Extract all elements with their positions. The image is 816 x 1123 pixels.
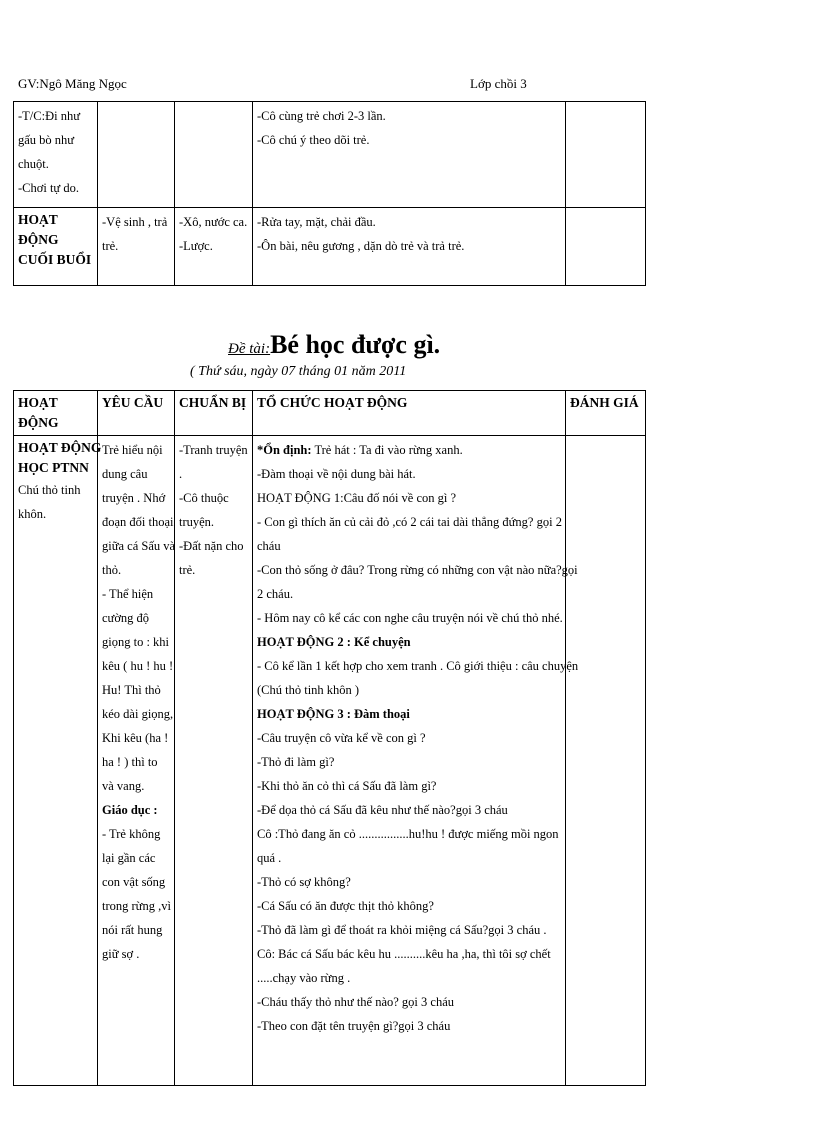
cell-line: ha ! ) thì to [102, 755, 158, 769]
cell-line: truyện. [179, 515, 215, 529]
cell-line: quá . [257, 851, 282, 865]
cell-preparation [175, 102, 253, 208]
teacher-name: GV:Ngô Măng Ngọc [18, 76, 127, 91]
cell-line: -Đàm thoại về nội dung bài hát. [257, 467, 416, 481]
cell-line: giữ sợ . [102, 947, 140, 961]
cell-line: -Rửa tay, mặt, chải đầu. [257, 215, 376, 229]
cell-line: khôn. [18, 507, 47, 521]
cell-line: - Hôm nay cô kể các con nghe câu truyện nói về chú thỏ nhé. [257, 611, 563, 625]
cell-line: Cô :Thỏ đang ăn cỏ ................hu!hu ! được miếng mồi ngon [257, 827, 559, 841]
cell-activity [14, 436, 102, 1086]
cell-line: -Thỏ đi làm gì? [257, 755, 335, 769]
cell-line: - Thể hiện [102, 587, 154, 601]
cell-organization [253, 436, 579, 1086]
cell-line: (Chú thỏ tinh khôn ) [257, 683, 360, 697]
cell-line: - Con gì thích ăn củ cải đỏ ,có 2 cái tai dài thẳng đứng? gọi 2 [257, 515, 562, 529]
table-row [14, 208, 646, 286]
cell-line: -Vệ sinh , trả [102, 215, 168, 229]
cell-line: -Xô, nước ca. [179, 215, 248, 229]
cell-line: HOẠT ĐỘNG 1:Câu đố nói về con gì ? [257, 491, 457, 505]
cell-line: -Cô cùng trẻ chơi 2-3 lần. [257, 109, 386, 123]
schedule-table-top [13, 101, 646, 286]
cell-preparation [175, 208, 253, 286]
header-preparation: CHUẨN BỊ [175, 391, 253, 436]
cell-line: chuột. [18, 157, 49, 171]
cell-line: -Cô thuộc [179, 491, 229, 505]
cell-line: Hu! Thì thỏ [102, 683, 161, 697]
cell-line: .....chạy vào rừng . [257, 971, 351, 985]
cell-line: kêu ( hu ! hu ! [102, 659, 174, 673]
lesson-plan-table [13, 390, 646, 1086]
cell-line: và vang. [102, 779, 145, 793]
header-activity: HOẠT ĐỘNG [14, 391, 98, 436]
cell-evaluation [566, 102, 646, 208]
cell-line: . [179, 467, 183, 481]
cell-line: -Để dọa thỏ cá Sấu đã kêu như thế nào?gọi 3 cháu [257, 803, 508, 817]
cell-activity [14, 208, 98, 286]
topic-prefix: Đề tài: [228, 341, 271, 357]
cell-line: - Cô kể lần 1 kết hợp cho xem tranh . Cô giới thiệu : câu chuyện [257, 659, 579, 673]
cell-line: đoạn đối thoại [102, 515, 174, 529]
cell-line: truyện . Nhớ [102, 491, 166, 505]
cell-line: HỌC PTNN [18, 460, 89, 475]
table-row [14, 436, 646, 1086]
cell-line: HOẠT ĐỘNG [18, 212, 59, 247]
cell-line: -Thỏ đã làm gì để thoát ra khỏi miệng cá Sấu?gọi 3 cháu . [257, 923, 547, 937]
cell-line: HOẠT ĐỘNG 2 : Kể chuyện [257, 635, 411, 649]
cell-line: thỏ. [102, 563, 122, 577]
cell-line: trẻ. [179, 563, 196, 577]
cell-requirement [98, 436, 175, 1086]
header-evaluation: ĐÁNH GIÁ [566, 391, 646, 436]
cell-line: lại gần các [102, 851, 156, 865]
cell-line: cường độ [102, 611, 150, 625]
cell-line [257, 438, 561, 462]
cell-line: giọng to : khi [102, 635, 170, 649]
cell-line: cháu [257, 539, 281, 553]
topic-date: ( Thứ sáu, ngày 07 tháng 01 năm 2011 [190, 364, 407, 379]
cell-line: -Chơi tự do. [18, 181, 79, 195]
cell-line: -Đất nặn cho [179, 539, 244, 553]
cell-organization [253, 208, 566, 286]
table-row [14, 102, 646, 208]
cell-line: -Cô chú ý theo dõi trẻ. [257, 133, 370, 147]
cell-line: Cô: Bác cá Sấu bác kêu hu ..........kêu ha ,ha, thì tôi sợ chết [257, 947, 551, 961]
cell-line: Chú thỏ tinh [18, 483, 81, 497]
cell-line: Trẻ hiểu nội [102, 443, 163, 457]
cell-line: -Ôn bài, nêu gương , dặn dò trẻ và trả trẻ. [257, 239, 465, 253]
cell-line: HOẠT ĐỘNG [18, 440, 102, 455]
cell-line: -Con thỏ sống ở đâu? Trong rừng có những con vật nào nữa?gọi [257, 563, 578, 577]
cell-line: kéo dài giọng, [102, 707, 174, 721]
cell-line: -Khi thỏ ăn cỏ thì cá Sấu đã làm gì? [257, 779, 437, 793]
cell-line: 2 cháu. [257, 587, 294, 601]
cell-line: -Tranh truyện [179, 443, 248, 457]
cell-line: - Trẻ không [102, 827, 161, 841]
cell-line: giữa cá Sấu và [102, 539, 176, 553]
cell-line: con vật sống [102, 875, 166, 889]
cell-evaluation [566, 208, 646, 286]
cell-activity [14, 102, 98, 208]
cell-line: -Theo con đặt tên truyện gì?gọi 3 cháu [257, 1019, 451, 1033]
cell-line: dung câu [102, 467, 148, 481]
cell-line: -Lược. [179, 239, 213, 253]
cell-line: -Câu truyện cô vừa kể về con gì ? [257, 731, 426, 745]
cell-line: HOẠT ĐỘNG 3 : Đàm thoại [257, 707, 410, 721]
cell-organization [253, 102, 566, 208]
cell-line: -Cá Sấu có ăn được thịt thỏ không? [257, 899, 434, 913]
cell-line: nói rất hung [102, 923, 163, 937]
cell-line: -Thỏ có sợ không? [257, 875, 351, 889]
intro-label: *Ổn định: [257, 443, 312, 457]
cell-line: trong rừng ,vì [102, 899, 171, 913]
cell-requirement [98, 102, 175, 208]
cell-preparation [175, 436, 253, 1086]
cell-evaluation [566, 436, 646, 1086]
header-organization: TỔ CHỨC HOẠT ĐỘNG [253, 391, 566, 436]
cell-line: Giáo dục : [102, 803, 158, 817]
topic-title [228, 330, 440, 360]
cell-line: -T/C:Đi như [18, 109, 80, 123]
table-header-row [14, 391, 646, 436]
cell-line: gấu bò như [18, 133, 75, 147]
class-name: Lớp chồi 3 [470, 76, 527, 91]
topic-main: Bé học được gì. [270, 330, 441, 359]
cell-line: -Cháu thấy thỏ như thế nào? gọi 3 cháu [257, 995, 455, 1009]
cell-line: Khi kêu (ha ! [102, 731, 169, 745]
intro-text: Trẻ hát : Ta đi vào rừng xanh. [311, 443, 463, 457]
header-requirement: YÊU CẦU [98, 391, 175, 436]
cell-line: trẻ. [102, 239, 119, 253]
cell-requirement [98, 208, 175, 286]
cell-line: CUỐI BUỔI [18, 252, 92, 267]
